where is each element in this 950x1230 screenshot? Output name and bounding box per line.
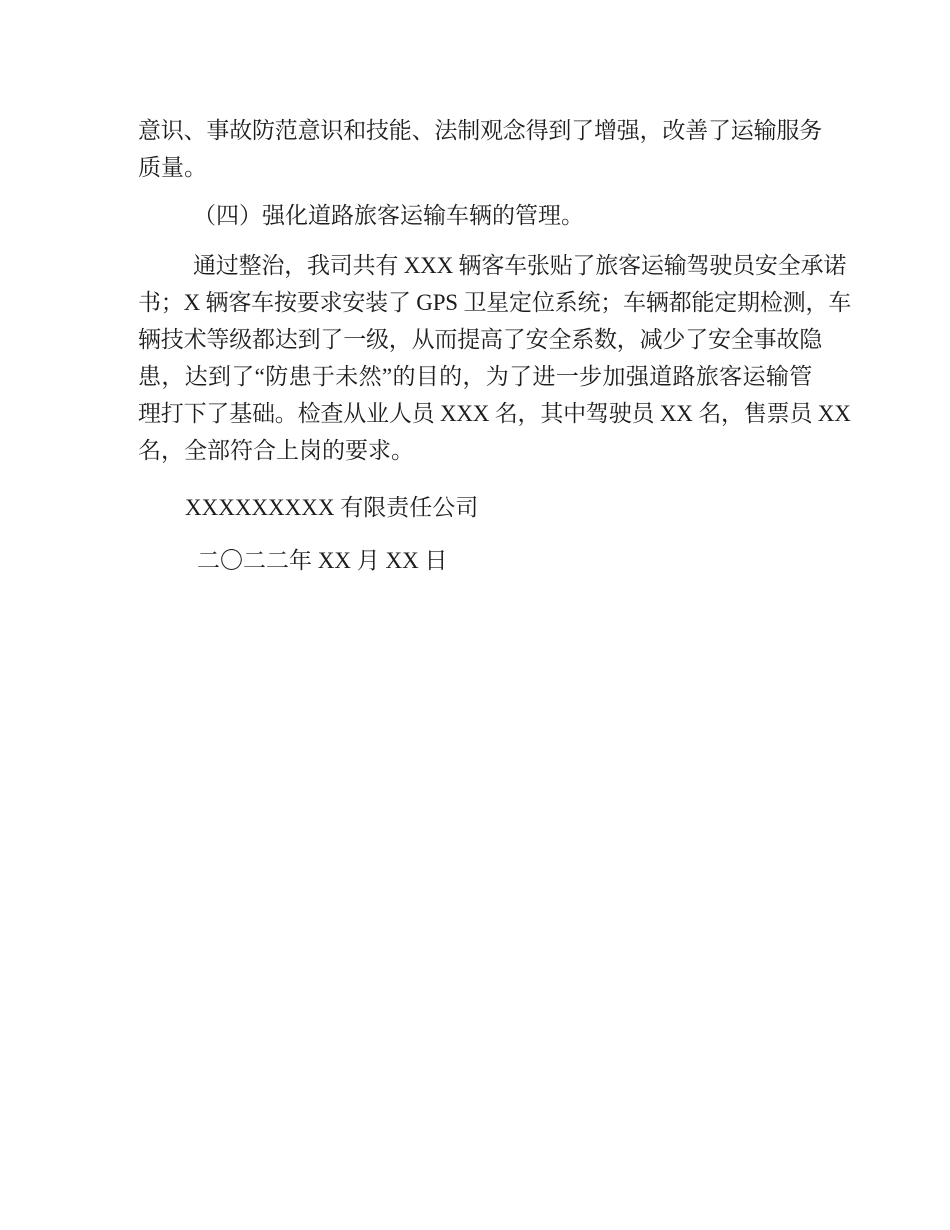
section-heading: （四）强化道路旅客运输车辆的管理。 <box>193 203 584 228</box>
intro-paragraph <box>138 112 823 186</box>
body-paragraph-line: 书；X 辆客车按要求安装了 GPS 卫星定位系统；车辆都能定期检测，车 <box>138 290 852 315</box>
signature-date: 二〇二二年 XX 月 XX 日 <box>197 548 448 573</box>
signature-company-name: XXXXXXXXX 有限责任公司 <box>185 495 479 520</box>
intro-paragraph-line: 质量。 <box>138 155 207 180</box>
body-paragraph-line: 理打下了基础。检查从业人员 XXX 名，其中驾驶员 XX 名，售票员 XX <box>138 401 851 426</box>
body-paragraph-line: 患，达到了“防患于未然”的目的，为了进一步加强道路旅客运输管 <box>138 364 812 389</box>
body-paragraph <box>138 247 852 469</box>
intro-paragraph-line: 意识、事故防范意识和技能、法制观念得到了增强，改善了运输服务 <box>138 118 823 143</box>
body-paragraph-line: 通过整治，我司共有 XXX 辆客车张贴了旅客运输驾驶员安全承诺 <box>193 253 847 278</box>
body-paragraph-line: 名，全部符合上岗的要求。 <box>138 438 414 463</box>
body-paragraph-line: 辆技术等级都达到了一级，从而提高了安全系数，减少了安全事故隐 <box>138 327 823 352</box>
